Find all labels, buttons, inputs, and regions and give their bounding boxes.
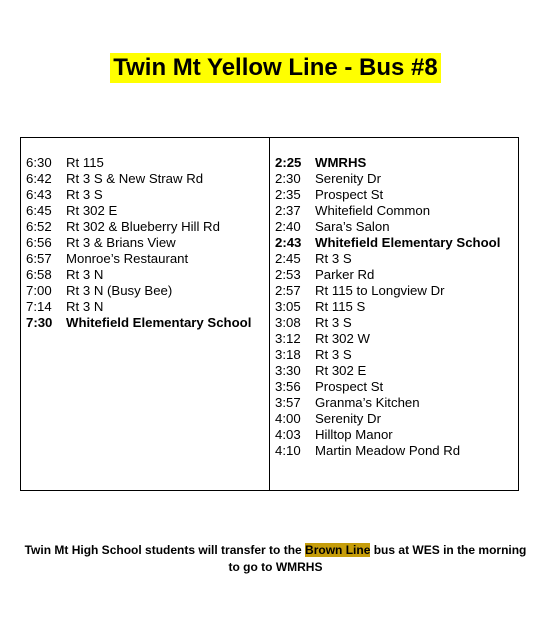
note-text-after: bus at WES in the morning to go to WMRHS — [228, 543, 527, 574]
afternoon-stop-row — [275, 427, 518, 443]
afternoon-stop-row — [275, 395, 518, 411]
afternoon-stop-row — [275, 299, 518, 315]
stop-location: Rt 3 & Brians View — [66, 235, 176, 250]
morning-stop-row — [26, 171, 269, 187]
stop-time: 2:25 — [275, 155, 302, 170]
stop-location: Rt 3 S — [66, 187, 103, 202]
stop-location: Hilltop Manor — [315, 427, 393, 442]
stop-time: 6:52 — [26, 219, 52, 234]
stop-time: 6:43 — [26, 187, 52, 202]
stop-time: 3:12 — [275, 331, 301, 346]
transfer-note — [20, 542, 531, 576]
stop-time: 6:56 — [26, 235, 52, 250]
stop-time: 7:14 — [26, 299, 52, 314]
stop-location: Sara’s Salon — [315, 219, 390, 234]
morning-stop-row — [26, 315, 269, 331]
stop-time: 2:37 — [275, 203, 301, 218]
brown-line-highlight: Brown Line — [305, 543, 371, 557]
afternoon-stop-row — [275, 235, 518, 251]
afternoon-schedule-column — [270, 138, 518, 490]
stop-time: 2:35 — [275, 187, 301, 202]
stop-time: 3:18 — [275, 347, 301, 362]
stop-location: Prospect St — [315, 379, 384, 394]
stop-location: Rt 302 & Blueberry Hill Rd — [66, 219, 220, 234]
afternoon-stop-row — [275, 411, 518, 427]
morning-stop-row — [26, 219, 269, 235]
afternoon-stop-row — [275, 347, 518, 363]
stop-location: Rt 115 to Longview Dr — [315, 283, 445, 298]
stop-location: Serenity Dr — [315, 411, 381, 426]
stop-location: Serenity Dr — [315, 171, 381, 186]
stop-location: Monroe’s Restaurant — [66, 251, 189, 266]
stop-time: 2:43 — [275, 235, 302, 250]
stop-location: Rt 115 S — [315, 299, 366, 314]
afternoon-stop-row — [275, 251, 518, 267]
morning-stop-row — [26, 267, 269, 283]
stop-time: 4:10 — [275, 443, 301, 458]
stop-location: Whitefield Common — [315, 203, 431, 218]
afternoon-stop-row — [275, 331, 518, 347]
stop-time: 2:45 — [275, 251, 301, 266]
afternoon-stop-row — [275, 171, 518, 187]
afternoon-stop-row — [275, 443, 518, 459]
stop-time: 2:57 — [275, 283, 301, 298]
stop-time: 6:45 — [26, 203, 52, 218]
afternoon-stop-row — [275, 315, 518, 331]
stop-location: Rt 3 N — [66, 299, 104, 314]
stop-time: 3:05 — [275, 299, 301, 314]
stop-location: Prospect St — [315, 187, 384, 202]
stop-time: 2:53 — [275, 267, 301, 282]
stop-time: 6:42 — [26, 171, 52, 186]
stop-location: Rt 3 N — [66, 267, 104, 282]
afternoon-stop-row — [275, 203, 518, 219]
stop-time: 3:56 — [275, 379, 301, 394]
stop-location: Granma’s Kitchen — [315, 395, 420, 410]
stop-time: 4:00 — [275, 411, 301, 426]
afternoon-stop-row — [275, 267, 518, 283]
stop-time: 2:30 — [275, 171, 301, 186]
stop-time: 6:58 — [26, 267, 52, 282]
stop-time: 7:30 — [26, 315, 53, 330]
stop-location: Whitefield Elementary School — [66, 315, 252, 330]
stop-location: Whitefield Elementary School — [315, 235, 501, 250]
stop-location: Martin Meadow Pond Rd — [315, 443, 461, 458]
stop-location: Rt 3 S & New Straw Rd — [66, 171, 204, 186]
morning-stop-row — [26, 299, 269, 315]
stop-time: 3:08 — [275, 315, 301, 330]
stop-location: Rt 3 N (Busy Bee) — [66, 283, 173, 298]
stop-location: WMRHS — [315, 155, 367, 170]
stop-time: 3:57 — [275, 395, 301, 410]
stop-time: 6:30 — [26, 155, 52, 170]
schedule-table — [20, 137, 519, 491]
title-container — [0, 53, 551, 83]
morning-schedule-column — [21, 138, 270, 490]
afternoon-stop-row — [275, 219, 518, 235]
stop-location: Rt 115 — [66, 155, 104, 170]
morning-stop-row — [26, 251, 269, 267]
stop-time: 2:40 — [275, 219, 301, 234]
stop-time: 7:00 — [26, 283, 52, 298]
afternoon-stop-row — [275, 363, 518, 379]
stop-location: Parker Rd — [315, 267, 375, 282]
stop-location: Rt 302 E — [315, 363, 367, 378]
note-text-before: Twin Mt High School students will transfer to the — [24, 543, 306, 557]
stop-location: Rt 3 S — [315, 251, 352, 266]
morning-stop-row — [26, 283, 269, 299]
stop-location: Rt 302 E — [66, 203, 118, 218]
stop-location: Rt 3 S — [315, 347, 352, 362]
afternoon-stop-row — [275, 283, 518, 299]
afternoon-stop-row — [275, 187, 518, 203]
stop-location: Rt 3 S — [315, 315, 352, 330]
page-title: Twin Mt Yellow Line - Bus #8 — [110, 53, 441, 83]
afternoon-stop-row — [275, 379, 518, 395]
stop-time: 6:57 — [26, 251, 52, 266]
morning-stop-row — [26, 235, 269, 251]
stop-time: 4:03 — [275, 427, 301, 442]
afternoon-stop-row — [275, 155, 518, 171]
stop-location: Rt 302 W — [315, 331, 370, 346]
stop-time: 3:30 — [275, 363, 301, 378]
morning-stop-row — [26, 203, 269, 219]
morning-stop-row — [26, 155, 269, 171]
morning-stop-row — [26, 187, 269, 203]
